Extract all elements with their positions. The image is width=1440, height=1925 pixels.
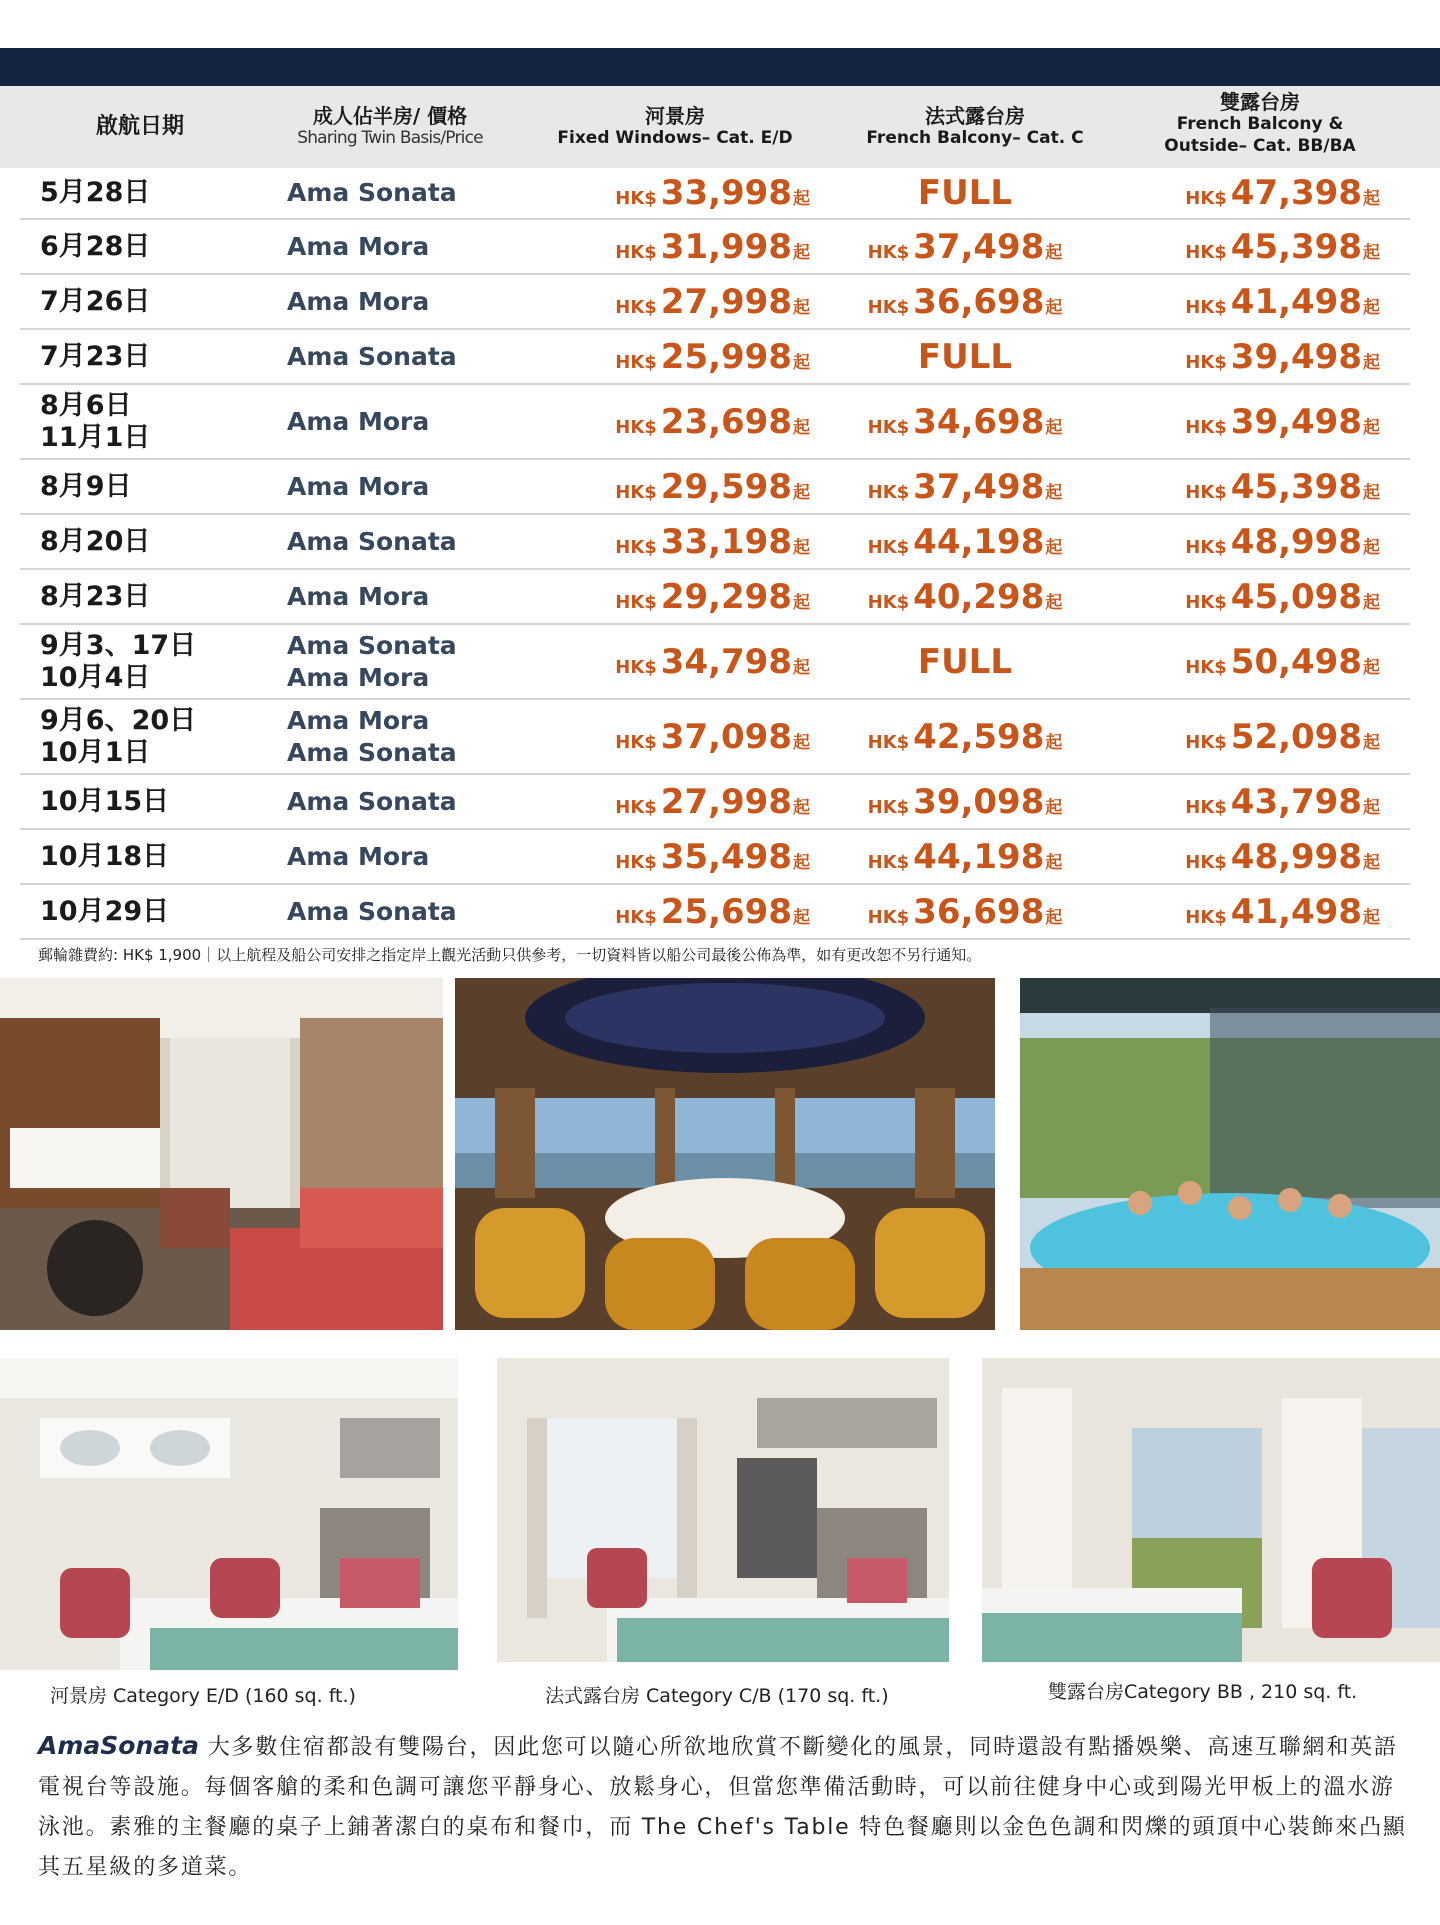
price-amount: 37,498 (913, 466, 1045, 507)
french-balcony-price (840, 700, 1090, 773)
from-suffix: 起 (793, 482, 810, 503)
from-suffix: 起 (1045, 907, 1063, 928)
price-amount: 44,198 (913, 836, 1045, 877)
french-balcony-price (840, 515, 1090, 568)
french-balcony-price (840, 330, 1090, 383)
currency-label: HK$ (615, 731, 657, 753)
price-value (1185, 173, 1380, 213)
date-line: 10月29日 (40, 895, 170, 927)
from-suffix: 起 (1363, 797, 1380, 818)
french-balcony-price (840, 220, 1090, 273)
price-amount: 29,298 (660, 576, 792, 617)
header-riverview: 河景房 Fixed Windows– Cat. E/D (557, 104, 793, 148)
twin-balcony-caption: 雙露台房Category BB , 210 sq. ft. (1048, 1681, 1358, 1703)
price-value (868, 892, 1063, 932)
from-suffix: 起 (1363, 732, 1380, 753)
from-suffix: 起 (1045, 482, 1063, 503)
price-value (1185, 717, 1380, 757)
lounge-photo (0, 978, 443, 1330)
ship-line: Ama Sonata (287, 786, 457, 816)
price-amount: 41,498 (1230, 281, 1362, 322)
price-value (615, 892, 810, 932)
pool-photo (1020, 978, 1440, 1330)
table-row (20, 168, 1410, 220)
twin-balcony-price (1130, 775, 1380, 828)
departure-date (40, 700, 270, 773)
currency-label: HK$ (1185, 851, 1227, 873)
price-amount: 29,598 (660, 466, 792, 507)
price-amount: 37,098 (660, 716, 792, 757)
date-line: 10月15日 (40, 785, 170, 817)
currency-label: HK$ (867, 591, 910, 613)
currency-label: HK$ (1185, 906, 1227, 928)
from-suffix: 起 (1363, 189, 1380, 209)
from-suffix: 起 (1045, 797, 1063, 818)
riverview-price (560, 168, 810, 218)
currency-label: HK$ (867, 481, 910, 503)
ship-name (287, 830, 507, 883)
ship-name (287, 220, 507, 273)
price-amount: 45,398 (1230, 466, 1362, 507)
table-row (20, 330, 1410, 385)
header-price: 成人佔半房/ 價格 Sharing Twin Basis/Price (297, 104, 483, 148)
currency-label: HK$ (615, 351, 657, 373)
currency-label: HK$ (615, 416, 657, 438)
ship-line: Ama Mora (287, 231, 430, 261)
ship-name (287, 885, 507, 938)
date-line: 8月9日 (40, 470, 132, 502)
from-suffix: 起 (1045, 732, 1063, 753)
from-suffix: 起 (1363, 482, 1380, 503)
table-row (20, 775, 1410, 830)
riverview-price (560, 830, 810, 883)
date-line: 10月4日 (40, 661, 151, 693)
riverview-price (560, 885, 810, 938)
riverview-price (560, 275, 810, 328)
ship-line: Ama Mora (287, 471, 430, 501)
price-amount: 34,698 (913, 401, 1045, 442)
twin-balcony-price (1130, 570, 1380, 623)
price-amount: 36,698 (913, 891, 1045, 932)
from-suffix: 起 (1363, 657, 1380, 678)
from-suffix: 起 (1045, 592, 1063, 613)
ship-line: Ama Sonata (287, 178, 457, 207)
price-amount: 35,498 (660, 836, 792, 877)
date-line: 10月18日 (40, 840, 170, 872)
currency-label: HK$ (615, 906, 657, 928)
price-value (1185, 522, 1380, 562)
ship-line: Ama Sonata (287, 630, 457, 660)
table-row (20, 275, 1410, 330)
twin-balcony-price (1130, 515, 1380, 568)
riverview-price (560, 460, 810, 513)
french-balcony-price (840, 570, 1090, 623)
table-row (20, 885, 1410, 940)
ship-line: Ama Mora (287, 841, 430, 871)
twin-balcony-price (1130, 168, 1380, 218)
price-value (615, 173, 810, 213)
from-suffix: 起 (1363, 852, 1380, 873)
departure-date (40, 570, 270, 623)
from-suffix: 起 (1363, 352, 1380, 373)
price-value (868, 782, 1063, 822)
price-value (615, 577, 810, 617)
currency-label: HK$ (1185, 796, 1227, 818)
from-suffix: 起 (1363, 417, 1380, 438)
ship-name (287, 775, 507, 828)
price-amount: 39,498 (1230, 401, 1362, 442)
price-value (868, 837, 1063, 877)
dining-room-photo (455, 978, 995, 1330)
price-amount: 42,598 (913, 716, 1045, 757)
currency-label: HK$ (1185, 481, 1227, 503)
departure-date (40, 885, 270, 938)
twin-balcony-price (1130, 220, 1380, 273)
price-value (615, 282, 810, 322)
price-value (615, 642, 810, 682)
price-value (1185, 337, 1380, 377)
currency-label: HK$ (1185, 536, 1227, 558)
currency-label: HK$ (867, 416, 910, 438)
from-suffix: 起 (1045, 417, 1063, 438)
from-suffix: 起 (1363, 297, 1380, 318)
price-amount: 47,398 (1230, 173, 1362, 213)
price-amount: 25,698 (660, 891, 792, 932)
twin-balcony-cabin-photo (982, 1358, 1440, 1662)
price-value (1185, 227, 1380, 267)
from-suffix: 起 (1045, 537, 1063, 558)
date-line: 9月3、17日 (40, 629, 197, 661)
header-french-balcony: 法式露台房 French Balcony– Cat. C (866, 104, 1084, 148)
header-date: 啟航日期 (95, 114, 184, 139)
price-amount: 52,098 (1230, 716, 1362, 757)
price-value (1185, 467, 1380, 507)
french-balcony-price (840, 460, 1090, 513)
price-amount: 23,698 (660, 401, 792, 442)
date-line: 8月23日 (40, 580, 151, 612)
french-balcony-price (840, 775, 1090, 828)
from-suffix: 起 (793, 242, 810, 263)
twin-balcony-price (1130, 830, 1380, 883)
currency-label: HK$ (615, 188, 657, 209)
sold-out-label: FULL (917, 336, 1013, 377)
french-balcony-price (840, 830, 1090, 883)
departure-date (40, 385, 270, 458)
currency-label: HK$ (1185, 416, 1227, 438)
sold-out-label: FULL (917, 641, 1013, 682)
ship-description (38, 1726, 1408, 1888)
from-suffix: 起 (1045, 242, 1063, 263)
ship-line: Ama Mora (287, 581, 430, 611)
price-value (868, 522, 1063, 562)
price-value (868, 282, 1063, 322)
currency-label: HK$ (1185, 731, 1227, 753)
price-value (868, 467, 1063, 507)
table-row (20, 460, 1410, 515)
riverview-caption: 河景房 Category E/D (160 sq. ft.) (50, 1685, 356, 1707)
ship-name (287, 168, 507, 218)
price-value (1185, 402, 1380, 442)
price-amount: 45,098 (1230, 576, 1362, 617)
table-row (20, 570, 1410, 625)
riverview-price (560, 775, 810, 828)
price-value (868, 227, 1063, 267)
price-amount: 37,498 (913, 226, 1045, 267)
french-balcony-cabin-photo (497, 1358, 949, 1662)
price-value (615, 467, 810, 507)
price-amount: 39,498 (1230, 336, 1362, 377)
twin-balcony-price (1130, 460, 1380, 513)
currency-label: HK$ (867, 796, 910, 818)
from-suffix: 起 (793, 352, 810, 373)
price-value (1185, 577, 1380, 617)
price-amount: 27,998 (660, 781, 792, 822)
ship-name (287, 570, 507, 623)
price-value (615, 227, 810, 267)
twin-balcony-price (1130, 385, 1380, 458)
price-amount: 36,698 (913, 281, 1045, 322)
fee-note: 郵輪雜費約: HK$ 1,900｜以上航程及船公司安排之指定岸上觀光活動只供參考，一切資料皆以船公司最後公佈為準，如有更改恕不另行通知。 (38, 946, 982, 964)
price-amount: 25,998 (660, 336, 792, 377)
twin-balcony-price (1130, 275, 1380, 328)
currency-label: HK$ (615, 656, 657, 678)
table-row (20, 385, 1410, 460)
riverview-price (560, 515, 810, 568)
price-amount: 34,798 (660, 641, 792, 682)
from-suffix: 起 (793, 189, 810, 209)
currency-label: HK$ (615, 481, 657, 503)
currency-label: HK$ (867, 851, 910, 873)
from-suffix: 起 (1363, 242, 1380, 263)
price-amount: 41,498 (1230, 891, 1362, 932)
twin-balcony-price (1130, 625, 1380, 698)
ship-line: Ama Sonata (287, 341, 457, 371)
date-line: 7月26日 (40, 285, 151, 317)
french-balcony-price (840, 168, 1090, 218)
currency-label: HK$ (1185, 296, 1227, 318)
ship-line: Ama Mora (287, 406, 430, 436)
price-value (868, 402, 1063, 442)
price-value (1185, 282, 1380, 322)
french-balcony-price (840, 625, 1090, 698)
riverview-cabin-photo (0, 1358, 458, 1670)
currency-label: HK$ (1185, 591, 1227, 613)
price-value (615, 782, 810, 822)
price-value (615, 402, 810, 442)
departure-date (40, 460, 270, 513)
ship-line: Ama Sonata (287, 737, 457, 767)
from-suffix: 起 (1045, 297, 1063, 318)
table-row (20, 515, 1410, 570)
table-row (20, 220, 1410, 275)
riverview-price (560, 625, 810, 698)
price-amount: 50,498 (1230, 641, 1362, 682)
currency-label: HK$ (615, 591, 657, 613)
french-balcony-price (840, 275, 1090, 328)
departure-date (40, 775, 270, 828)
currency-label: HK$ (867, 906, 910, 928)
price-amount: 45,398 (1230, 226, 1362, 267)
price-value (1185, 892, 1380, 932)
departure-date (40, 330, 270, 383)
departure-date (40, 168, 270, 218)
date-line: 7月23日 (40, 340, 151, 372)
french-balcony-caption: 法式露台房 Category C/B (170 sq. ft.) (545, 1685, 889, 1707)
riverview-price (560, 385, 810, 458)
currency-label: HK$ (867, 296, 910, 318)
price-amount: 48,998 (1230, 836, 1362, 877)
date-line: 6月28日 (40, 230, 151, 262)
table-row (20, 830, 1410, 885)
price-value (615, 337, 810, 377)
ship-name (287, 515, 507, 568)
from-suffix: 起 (793, 907, 810, 928)
date-line: 8月20日 (40, 525, 151, 557)
price-amount: 44,198 (913, 521, 1045, 562)
price-amount: 48,998 (1230, 521, 1362, 562)
price-value (615, 717, 810, 757)
from-suffix: 起 (1363, 907, 1380, 928)
ship-name (287, 385, 507, 458)
ship-line: Ama Mora (287, 705, 430, 735)
from-suffix: 起 (1363, 592, 1380, 613)
from-suffix: 起 (1045, 852, 1063, 873)
price-amount: 33,198 (660, 521, 792, 562)
date-line: 10月1日 (40, 736, 151, 768)
currency-label: HK$ (867, 731, 910, 753)
currency-label: HK$ (615, 796, 657, 818)
departure-date (40, 625, 270, 698)
departure-date (40, 220, 270, 273)
riverview-price (560, 220, 810, 273)
riverview-price (560, 700, 810, 773)
price-value (868, 717, 1063, 757)
departure-date (40, 830, 270, 883)
from-suffix: 起 (793, 797, 810, 818)
currency-label: HK$ (615, 536, 657, 558)
currency-label: HK$ (615, 241, 657, 263)
ship-name (287, 330, 507, 383)
currency-label: HK$ (1185, 351, 1227, 373)
twin-balcony-price (1130, 700, 1380, 773)
date-line: 8月6日 (40, 389, 132, 421)
currency-label: HK$ (1185, 188, 1227, 209)
ship-name (287, 625, 507, 698)
departure-date (40, 275, 270, 328)
departure-date (40, 515, 270, 568)
from-suffix: 起 (793, 297, 810, 318)
currency-label: HK$ (1185, 656, 1227, 678)
twin-balcony-price (1130, 885, 1380, 938)
brand-name: AmaSonata (38, 1731, 199, 1760)
price-value (1185, 837, 1380, 877)
ship-line: Ama Sonata (287, 526, 457, 556)
price-amount: 43,798 (1230, 781, 1362, 822)
date-line: 9月6、20日 (40, 704, 197, 736)
price-amount: 33,998 (660, 173, 792, 213)
ship-name (287, 460, 507, 513)
french-balcony-price (840, 885, 1090, 938)
currency-label: HK$ (867, 536, 910, 558)
from-suffix: 起 (793, 417, 810, 438)
table-row (20, 700, 1410, 775)
from-suffix: 起 (793, 592, 810, 613)
price-amount: 27,998 (660, 281, 792, 322)
date-line: 11月1日 (40, 421, 151, 453)
riverview-price (560, 570, 810, 623)
price-amount: 39,098 (913, 781, 1045, 822)
price-amount: 31,998 (660, 226, 792, 267)
ship-name (287, 700, 507, 773)
ship-line: Ama Sonata (287, 896, 457, 926)
twin-balcony-price (1130, 330, 1380, 383)
price-value (868, 577, 1063, 617)
from-suffix: 起 (793, 852, 810, 873)
french-balcony-price (840, 385, 1090, 458)
header-twin-balcony: 雙露台房 French Balcony & Outside– Cat. BB/BA (1164, 90, 1356, 156)
from-suffix: 起 (1363, 537, 1380, 558)
price-value (615, 837, 810, 877)
from-suffix: 起 (793, 732, 810, 753)
date-line: 5月28日 (40, 177, 151, 208)
ship-line: Ama Mora (287, 662, 430, 692)
price-amount: 40,298 (913, 576, 1045, 617)
sold-out-label: FULL (917, 173, 1013, 213)
price-table (20, 168, 1410, 938)
from-suffix: 起 (793, 537, 810, 558)
ship-line: Ama Mora (287, 286, 430, 316)
ship-name (287, 275, 507, 328)
table-row (20, 625, 1410, 700)
price-value (1185, 642, 1380, 682)
currency-label: HK$ (615, 296, 657, 318)
from-suffix: 起 (793, 657, 810, 678)
currency-label: HK$ (867, 241, 910, 263)
description-text: 大多數住宿都設有雙陽台，因此您可以隨心所欲地欣賞不斷變化的風景，同時還設有點播娛樂、高速互聯網和英語電視台等設施。每個客艙的柔和色調可讓您平靜身心、放鬆身心，但當您準備活動時，可以前往健身中心或到陽光甲板上的溫水游泳池。素雅的主餐廳的桌子上鋪著潔白的桌布和餐巾，而 The Chef's Table 特色餐廳則以金色色調和閃爍的頭頂中心裝飾來凸顯其五星級的多道菜。 (38, 1735, 1407, 1880)
riverview-price (560, 330, 810, 383)
currency-label: HK$ (1185, 241, 1227, 263)
currency-label: HK$ (615, 851, 657, 873)
price-value (615, 522, 810, 562)
price-value (1185, 782, 1380, 822)
